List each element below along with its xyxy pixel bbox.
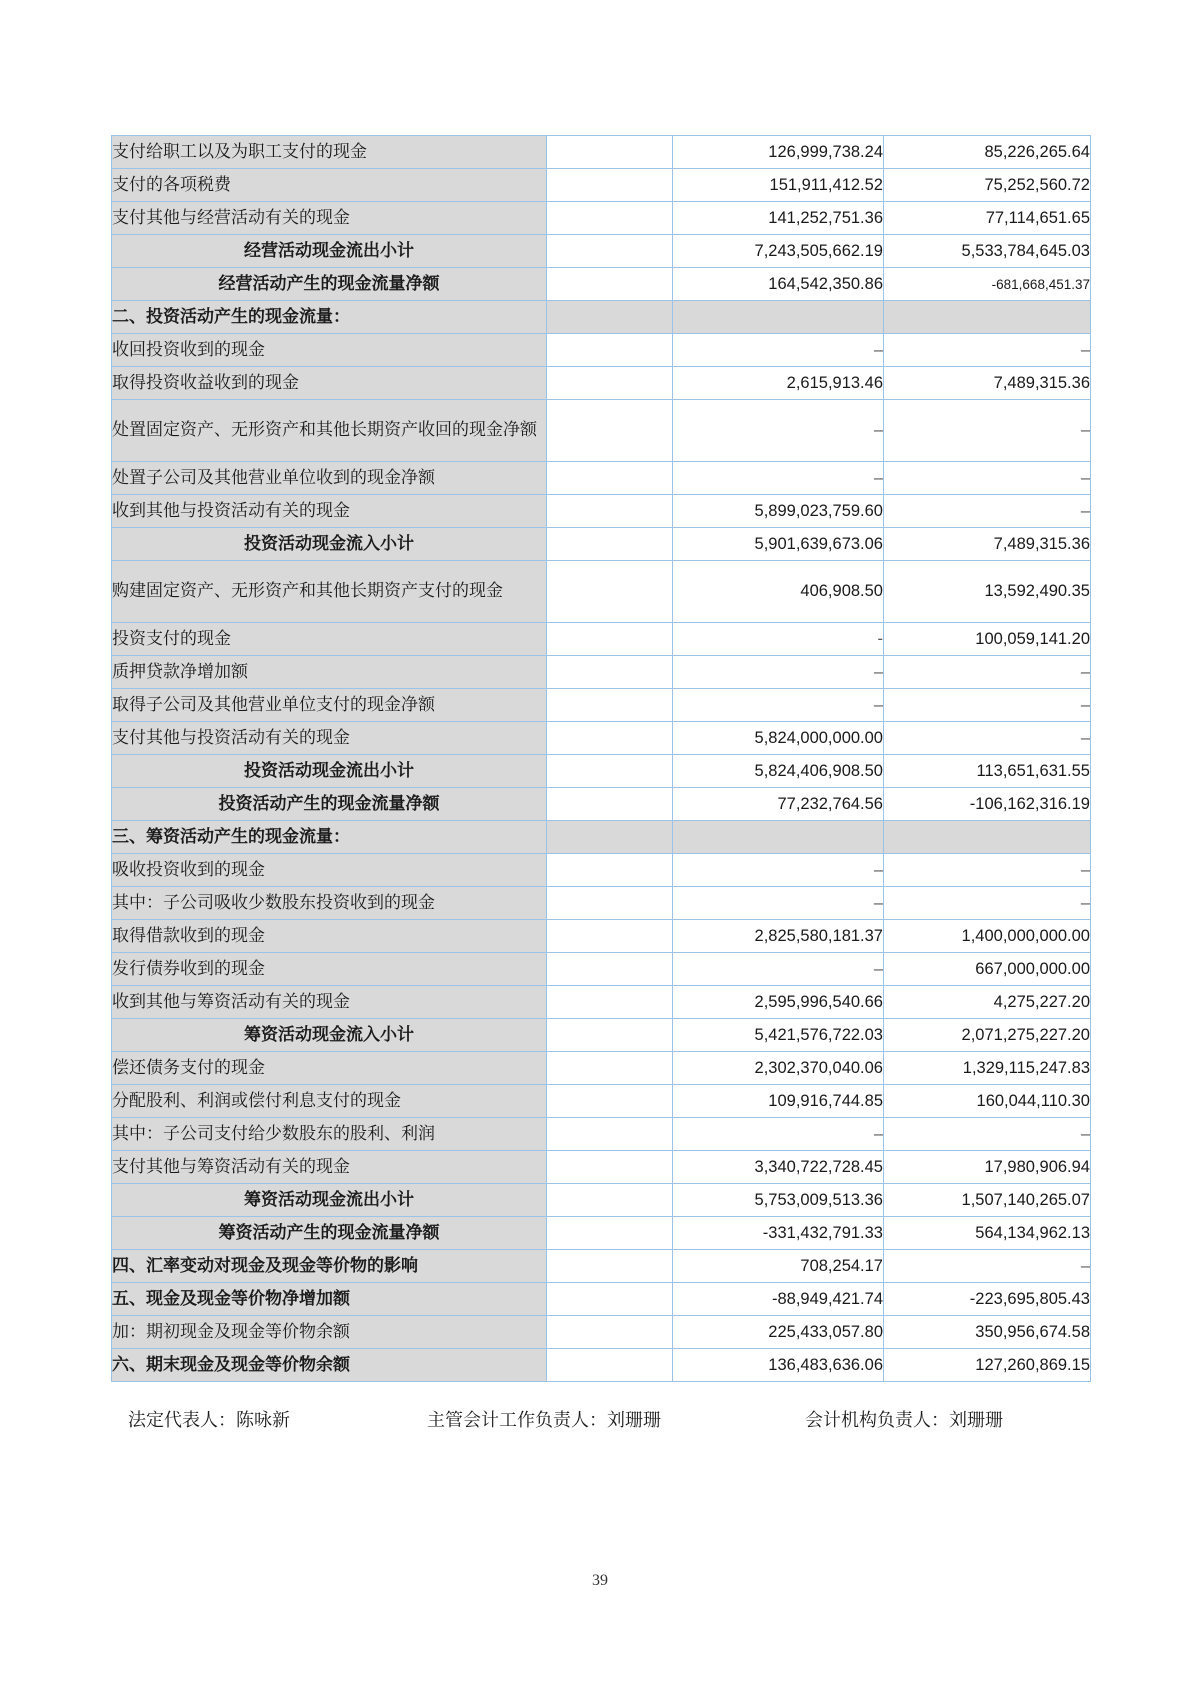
section-header-row [112,301,1091,334]
row-note-cell [547,656,673,689]
row-label-cell: 五、现金及现金等价物净增加额 [112,1283,547,1316]
row-prior-period-cell: -223,695,805.43 [884,1283,1091,1316]
row-label-cell: 支付其他与投资活动有关的现金 [112,722,547,755]
table-row [112,722,1091,755]
row-note-cell [547,268,673,301]
row-label-cell: 投资活动现金流出小计 [112,755,547,788]
row-label-cell: 支付的各项税费 [112,169,547,202]
row-note-cell [547,136,673,169]
row-current-period-cell: 5,421,576,722.03 [673,1019,884,1052]
row-prior-period-cell: 113,651,631.55 [884,755,1091,788]
row-label-cell: 处置固定资产、无形资产和其他长期资产收回的现金净额 [112,400,547,462]
table-row [112,495,1091,528]
row-label-cell: 取得借款收到的现金 [112,920,547,953]
table-row [112,788,1091,821]
row-label-cell: 偿还债务支付的现金 [112,1052,547,1085]
row-prior-period-cell: 2,071,275,227.20 [884,1019,1091,1052]
row-note-cell [547,1151,673,1184]
row-note-cell [547,722,673,755]
row-label-cell: 取得子公司及其他营业单位支付的现金净额 [112,689,547,722]
row-label-cell: 支付其他与经营活动有关的现金 [112,202,547,235]
row-current-period-cell: – [673,656,884,689]
row-prior-period-cell: 564,134,962.13 [884,1217,1091,1250]
row-note-cell [547,301,673,334]
row-note-cell [547,689,673,722]
row-label-cell: 收回投资收到的现金 [112,334,547,367]
table-row [112,920,1091,953]
row-label-cell: 购建固定资产、无形资产和其他长期资产支付的现金 [112,561,547,623]
row-label-cell: 投资活动产生的现金流量净额 [112,788,547,821]
row-label-cell: 其中：子公司支付给少数股东的股利、利润 [112,1118,547,1151]
row-label-cell: 收到其他与投资活动有关的现金 [112,495,547,528]
row-prior-period-cell: -106,162,316.19 [884,788,1091,821]
table-row [112,1151,1091,1184]
row-current-period-cell: 5,753,009,513.36 [673,1184,884,1217]
row-label-cell: 质押贷款净增加额 [112,656,547,689]
table-row [112,136,1091,169]
row-current-period-cell [673,821,884,854]
row-prior-period-cell: – [884,400,1091,462]
accounting-department-head-label: 会计机构负责人：刘珊珊 [805,1410,1003,1430]
row-note-cell [547,202,673,235]
table-row [112,268,1091,301]
row-current-period-cell: -331,432,791.33 [673,1217,884,1250]
row-prior-period-cell: – [884,1118,1091,1151]
row-prior-period-cell [884,301,1091,334]
row-current-period-cell: 5,824,406,908.50 [673,755,884,788]
row-prior-period-cell: – [884,689,1091,722]
row-current-period-cell: – [673,400,884,462]
row-prior-period-cell: – [884,495,1091,528]
row-current-period-cell: 2,615,913.46 [673,367,884,400]
row-note-cell [547,920,673,953]
row-note-cell [547,953,673,986]
table-row [112,656,1091,689]
row-current-period-cell: - [673,623,884,656]
row-label-cell: 四、汇率变动对现金及现金等价物的影响 [112,1250,547,1283]
table-row [112,561,1091,623]
row-current-period-cell: 2,825,580,181.37 [673,920,884,953]
row-prior-period-cell: – [884,1250,1091,1283]
row-prior-period-cell: 7,489,315.36 [884,528,1091,561]
page-number: 39 [592,1572,608,1589]
row-note-cell [547,1250,673,1283]
row-label-cell: 加：期初现金及现金等价物余额 [112,1316,547,1349]
row-note-cell [547,755,673,788]
row-current-period-cell: – [673,1118,884,1151]
table-row [112,1184,1091,1217]
row-prior-period-cell: – [884,854,1091,887]
row-label-cell: 支付其他与筹资活动有关的现金 [112,1151,547,1184]
row-prior-period-cell: 1,507,140,265.07 [884,1184,1091,1217]
row-note-cell [547,561,673,623]
table-row [112,887,1091,920]
legal-representative-label: 法定代表人：陈咏新 [128,1410,290,1430]
row-prior-period-cell [884,821,1091,854]
row-note-cell [547,169,673,202]
row-current-period-cell: 708,254.17 [673,1250,884,1283]
table-row [112,1217,1091,1250]
row-prior-period-cell: 667,000,000.00 [884,953,1091,986]
row-label-cell: 三、筹资活动产生的现金流量： [112,821,547,854]
table-row [112,1316,1091,1349]
row-prior-period-cell: 17,980,906.94 [884,1151,1091,1184]
row-current-period-cell: – [673,689,884,722]
row-prior-period-cell: 77,114,651.65 [884,202,1091,235]
row-prior-period-cell: – [884,462,1091,495]
row-note-cell [547,1118,673,1151]
row-prior-period-cell: – [884,887,1091,920]
row-prior-period-cell: 5,533,784,645.03 [884,235,1091,268]
row-current-period-cell: 5,899,023,759.60 [673,495,884,528]
row-current-period-cell: – [673,334,884,367]
row-current-period-cell: 2,302,370,040.06 [673,1052,884,1085]
row-prior-period-cell: – [884,334,1091,367]
row-label-cell: 投资活动现金流入小计 [112,528,547,561]
row-prior-period-cell: 7,489,315.36 [884,367,1091,400]
row-label-cell: 经营活动产生的现金流量净额 [112,268,547,301]
row-current-period-cell [673,301,884,334]
row-prior-period-cell: 127,260,869.15 [884,1349,1091,1382]
row-note-cell [547,334,673,367]
row-note-cell [547,495,673,528]
row-prior-period-cell: 1,329,115,247.83 [884,1052,1091,1085]
row-prior-period-cell: 13,592,490.35 [884,561,1091,623]
row-note-cell [547,1019,673,1052]
row-prior-period-cell: 160,044,110.30 [884,1085,1091,1118]
row-label-cell: 六、期末现金及现金等价物余额 [112,1349,547,1382]
row-note-cell [547,367,673,400]
table-row [112,1085,1091,1118]
row-note-cell [547,854,673,887]
table-row [112,623,1091,656]
row-note-cell [547,887,673,920]
row-current-period-cell: – [673,953,884,986]
row-current-period-cell: 141,252,751.36 [673,202,884,235]
row-note-cell [547,1349,673,1382]
row-label-cell: 二、投资活动产生的现金流量： [112,301,547,334]
table-row [112,169,1091,202]
table-row [112,1283,1091,1316]
row-note-cell [547,623,673,656]
row-prior-period-cell: -681,668,451.37 [884,268,1091,301]
table-row [112,1019,1091,1052]
row-label-cell: 收到其他与筹资活动有关的现金 [112,986,547,1019]
row-current-period-cell: 225,433,057.80 [673,1316,884,1349]
row-current-period-cell: 406,908.50 [673,561,884,623]
table-row [112,1052,1091,1085]
row-current-period-cell: 136,483,636.06 [673,1349,884,1382]
table-row [112,1118,1091,1151]
row-label-cell: 分配股利、利润或偿付利息支付的现金 [112,1085,547,1118]
row-label-cell: 其中：子公司吸收少数股东投资收到的现金 [112,887,547,920]
cash-flow-statement-table [111,135,1091,1382]
row-current-period-cell: 5,901,639,673.06 [673,528,884,561]
row-current-period-cell: 5,824,000,000.00 [673,722,884,755]
row-current-period-cell: 77,232,764.56 [673,788,884,821]
row-current-period-cell: – [673,462,884,495]
cash-flow-table-body [112,136,1091,1382]
row-note-cell [547,1283,673,1316]
table-row [112,1250,1091,1283]
row-current-period-cell: 2,595,996,540.66 [673,986,884,1019]
chief-accountant-label: 主管会计工作负责人：刘珊珊 [427,1410,661,1430]
row-label-cell: 筹资活动现金流出小计 [112,1184,547,1217]
row-label-cell: 投资支付的现金 [112,623,547,656]
row-note-cell [547,788,673,821]
row-label-cell: 取得投资收益收到的现金 [112,367,547,400]
table-row [112,202,1091,235]
row-current-period-cell: 109,916,744.85 [673,1085,884,1118]
table-row [112,334,1091,367]
section-header-row [112,821,1091,854]
row-note-cell [547,528,673,561]
table-row [112,689,1091,722]
row-note-cell [547,821,673,854]
row-note-cell [547,1217,673,1250]
table-row [112,1349,1091,1382]
row-prior-period-cell: 4,275,227.20 [884,986,1091,1019]
row-current-period-cell: 151,911,412.52 [673,169,884,202]
row-prior-period-cell: 350,956,674.58 [884,1316,1091,1349]
row-current-period-cell: – [673,887,884,920]
row-current-period-cell: 164,542,350.86 [673,268,884,301]
row-current-period-cell: -88,949,421.74 [673,1283,884,1316]
row-note-cell [547,400,673,462]
table-row [112,755,1091,788]
table-row [112,367,1091,400]
table-row [112,986,1091,1019]
row-label-cell: 处置子公司及其他营业单位收到的现金净额 [112,462,547,495]
row-note-cell [547,1085,673,1118]
row-label-cell: 筹资活动产生的现金流量净额 [112,1217,547,1250]
signature-line [0,1406,1200,1436]
row-label-cell: 支付给职工以及为职工支付的现金 [112,136,547,169]
row-note-cell [547,1052,673,1085]
row-label-cell: 吸收投资收到的现金 [112,854,547,887]
row-current-period-cell: 7,243,505,662.19 [673,235,884,268]
table-row [112,528,1091,561]
row-prior-period-cell: – [884,656,1091,689]
table-row [112,400,1091,462]
row-current-period-cell: – [673,854,884,887]
row-label-cell: 筹资活动现金流入小计 [112,1019,547,1052]
row-label-cell: 经营活动现金流出小计 [112,235,547,268]
row-note-cell [547,235,673,268]
row-prior-period-cell: 75,252,560.72 [884,169,1091,202]
row-label-cell: 发行债券收到的现金 [112,953,547,986]
row-prior-period-cell: 85,226,265.64 [884,136,1091,169]
table-row [112,953,1091,986]
row-note-cell [547,462,673,495]
row-note-cell [547,1184,673,1217]
row-prior-period-cell: 100,059,141.20 [884,623,1091,656]
table-row [112,462,1091,495]
table-row [112,235,1091,268]
row-current-period-cell: 126,999,738.24 [673,136,884,169]
row-note-cell [547,986,673,1019]
row-current-period-cell: 3,340,722,728.45 [673,1151,884,1184]
table-row [112,854,1091,887]
row-note-cell [547,1316,673,1349]
row-prior-period-cell: – [884,722,1091,755]
row-prior-period-cell: 1,400,000,000.00 [884,920,1091,953]
